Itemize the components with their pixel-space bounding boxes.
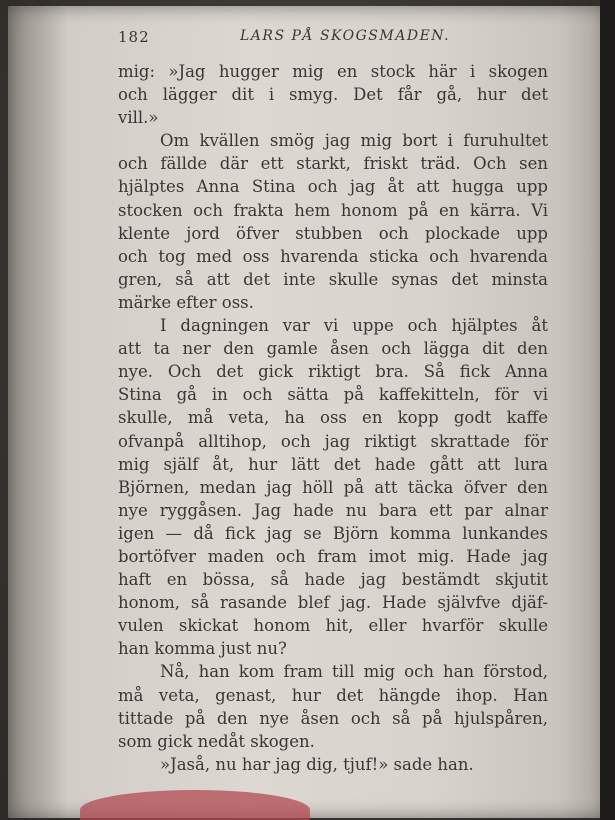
text-line: Nå, han kom fram till mig och han förstod, — [160, 662, 548, 682]
text-line: och tog med oss hvarenda sticka och hvarenda — [118, 246, 548, 266]
text-line: nye. Och det gick riktigt bra. Så fick Anna — [118, 362, 548, 382]
text-line: vulen skickat honom hit, eller hvarför skulle — [118, 616, 548, 636]
text-line: Björnen, medan jag höll på att täcka öfver den — [118, 477, 548, 497]
text-line: I dagningen var vi uppe och hjälptes åt — [160, 316, 548, 336]
text-line: Stina gå in och sätta på kaffekitteln, för vi — [118, 385, 548, 405]
text-line: igen — då fick jag se Björn komma lunkandes — [118, 523, 548, 543]
text-line: mig själf åt, hur lätt det hade gått att lura — [118, 454, 548, 474]
text-line: klente jord öfver stubben och plockade upp — [118, 223, 548, 243]
spine-shadow — [8, 6, 68, 818]
page-number: 182 — [118, 28, 150, 46]
page-header — [118, 28, 548, 52]
background-edge — [600, 0, 615, 820]
text-line: hjälptes Anna Stina och jag åt att hugga upp — [118, 177, 548, 197]
text-line: Om kvällen smög jag mig bort i furuhultet — [160, 131, 548, 151]
text-line: stocken och frakta hem honom på en kärra. Vi — [118, 200, 548, 220]
text-line: haft en bössa, så hade jag bestämdt skjutit — [118, 570, 548, 590]
text-line: och fällde där ett starkt, friskt träd. Och sen — [118, 154, 548, 174]
text-line: gren, så att det inte skulle synas det minsta — [118, 269, 548, 289]
text-line: som gick nedåt skogen. — [118, 731, 315, 751]
running-head: LARS PÅ SKOGSMADEN. — [240, 28, 451, 44]
text-line: tittade på den nye åsen och så på hjulspåren, — [118, 708, 548, 728]
text-line: mig: »Jag hugger mig en stock här i skogen — [118, 62, 548, 81]
text-line: bortöfver maden och fram imot mig. Hade jag — [118, 546, 548, 566]
text-line: och lägger dit i smyg. Det får gå, hur det — [118, 85, 548, 105]
text-line: må veta, genast, hur det hängde ihop. Han — [118, 685, 548, 705]
body-text — [118, 60, 548, 776]
text-line: att ta ner den gamle åsen och lägga dit den — [118, 339, 548, 359]
text-line: honom, så rasande blef jag. Hade självfve djäf- — [118, 593, 548, 613]
text-line: han komma just nu? — [118, 639, 287, 659]
text-line: ofvanpå alltihop, och jag riktigt skrattade för — [118, 431, 548, 451]
text-line: »Jaså, nu har jag dig, tjuf!» sade han. — [160, 754, 474, 774]
text-line: skulle, må veta, ha oss en kopp godt kaffe — [118, 408, 548, 428]
text-line: nye ryggåsen. Jag hade nu bara ett par alnar — [118, 500, 548, 520]
text-line: vill.» — [118, 108, 159, 128]
text-line: märke efter oss. — [118, 292, 254, 312]
